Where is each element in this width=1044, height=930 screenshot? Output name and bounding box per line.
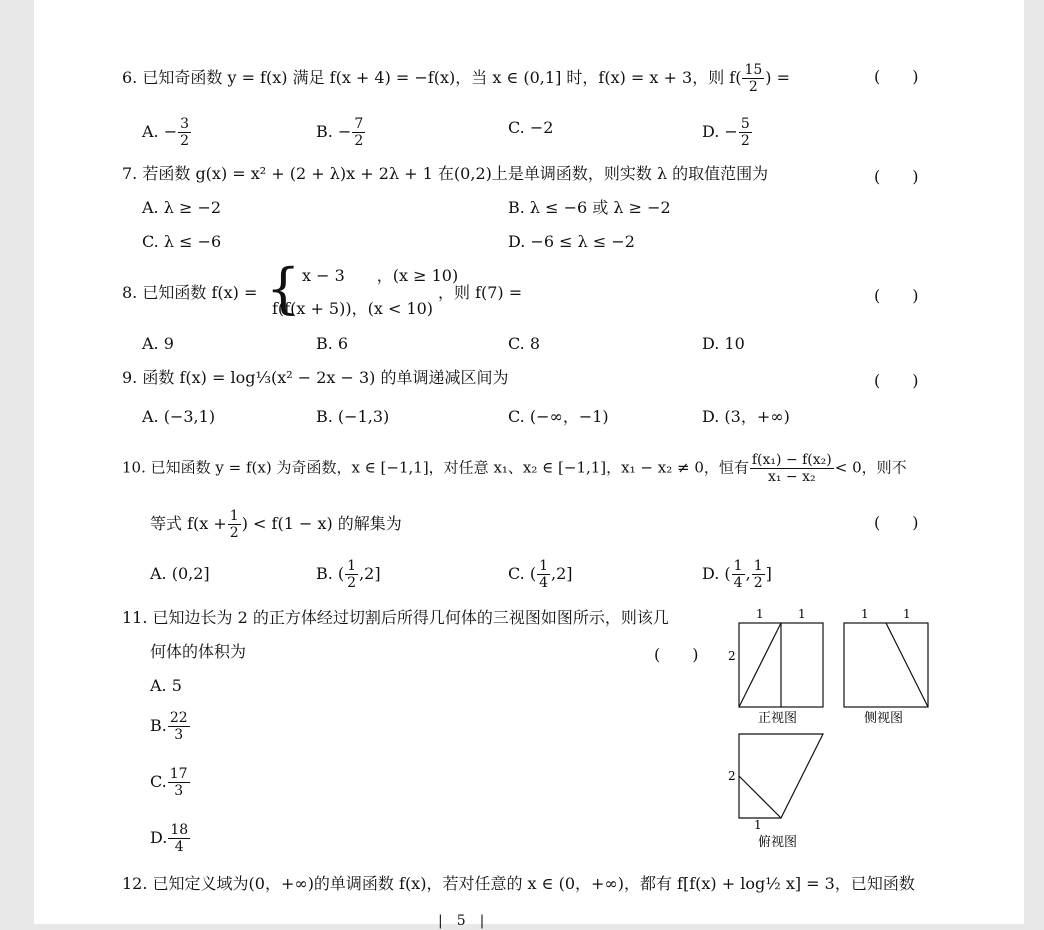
q10-stem-line1: 10. 已知函数 y = f(x) 为奇函数，x ∈ [−1,1]，对任意 x₁、x₂ ∈ [−1,1]，x₁ − x₂ ≠ 0，恒有 $\frac{\text{f(x₁) − f(x₂)}}{\text{x₁ − x₂}}$ < 0，则不 bbox=[122, 452, 907, 485]
q11-option-d: D. $\frac{18}{4}$ bbox=[150, 822, 189, 855]
q7-option-b: B. λ ≤ −6 或 λ ≥ −2 bbox=[508, 198, 671, 217]
q11-option-a: A. 5 bbox=[150, 676, 182, 695]
q7-option-d: D. −6 ≤ λ ≤ −2 bbox=[508, 232, 635, 251]
q8-option-b: B. 6 bbox=[316, 334, 349, 353]
q6-option-c: C. −2 bbox=[508, 118, 554, 137]
front-dim-side: 2 bbox=[728, 649, 736, 663]
top-view-label: 俯视图 bbox=[758, 835, 798, 850]
front-dim-top-left: 1 bbox=[756, 607, 764, 621]
q6-option-a: A. − $\frac{3}{2}$ bbox=[142, 116, 190, 149]
q8-case-2: f(f(x + 5))，(x < 10) bbox=[272, 299, 434, 318]
top-dim-side: 2 bbox=[728, 769, 736, 783]
q8-brace: { bbox=[266, 257, 301, 320]
q9-option-b: B. (−1,3) bbox=[316, 407, 390, 426]
q12-stem: 12. 已知定义域为(0，+∞)的单调函数 f(x)，若对任意的 x ∈ (0，+∞)，都有 f[f(x) + log½ x] = 3，已知函数 bbox=[122, 874, 915, 893]
q11-option-c: C. $\frac{17}{3}$ bbox=[150, 766, 188, 799]
q9-option-c: C. (−∞，−1) bbox=[508, 407, 609, 426]
q7-stem: 7. 若函数 g(x) = x² + (2 + λ)x + 2λ + 1 在(0,2)上是单调函数，则实数 λ 的取值范围为 bbox=[122, 164, 769, 183]
q6-answer-paren: ( ) bbox=[874, 67, 919, 86]
page-number: | 5 | bbox=[438, 913, 485, 929]
q8-option-d: D. 10 bbox=[702, 334, 745, 353]
top-dim-bottom: 1 bbox=[754, 818, 762, 832]
q10-option-d: D. ( $\frac{1}{4}$ , $\frac{1}{2}$ ] bbox=[702, 558, 772, 591]
side-dim-top-right: 1 bbox=[903, 607, 911, 621]
q11-stem-line2: 何体的体积为 bbox=[150, 642, 247, 661]
q9-answer-paren: ( ) bbox=[874, 371, 919, 390]
q8-stem-prefix: 8. 已知函数 f(x) = bbox=[122, 283, 258, 302]
q11-answer-paren: ( ) bbox=[654, 645, 699, 664]
front-view bbox=[728, 607, 823, 726]
q8-stem-suffix: ，则 f(7) = bbox=[438, 283, 523, 302]
q8-answer-paren: ( ) bbox=[874, 286, 919, 305]
front-view-label: 正视图 bbox=[758, 711, 798, 726]
top-view bbox=[728, 734, 823, 850]
q11-stem-line1: 11. 已知边长为 2 的正方体经过切割后所得几何体的三视图如图所示，则该几 bbox=[122, 608, 669, 627]
q6-option-b: B. − $\frac{7}{2}$ bbox=[316, 116, 364, 149]
q9-stem: 9. 函数 f(x) = log⅓(x² − 2x − 3) 的单调递减区间为 bbox=[122, 368, 509, 387]
side-dim-top-left: 1 bbox=[861, 607, 869, 621]
q7-answer-paren: ( ) bbox=[874, 167, 919, 186]
q7-option-c: C. λ ≤ −6 bbox=[142, 232, 222, 251]
q6-option-d: D. − $\frac{5}{2}$ bbox=[702, 116, 750, 149]
side-view bbox=[844, 607, 928, 726]
q10-option-b: B. ( $\frac{1}{2}$ ,2] bbox=[316, 558, 381, 591]
q10-stem-line2: 等式 f(x + $\frac{1}{2}$ ) < f(1 − x) 的解集为 bbox=[150, 508, 402, 541]
three-view-figure bbox=[724, 600, 944, 860]
q8-option-c: C. 8 bbox=[508, 334, 541, 353]
document-page bbox=[34, 0, 1024, 929]
q6-stem: 6. 已知奇函数 y = f(x) 满足 f(x + 4) = −f(x)，当 x ∈ (0,1] 时，f(x) = x + 3，则 f( $\frac{15}{2}$ ) = bbox=[122, 62, 791, 95]
q10-answer-paren: ( ) bbox=[874, 513, 919, 532]
q8-option-a: A. 9 bbox=[142, 334, 174, 353]
q9-option-d: D. (3，+∞) bbox=[702, 407, 790, 426]
front-dim-top-right: 1 bbox=[798, 607, 806, 621]
q11-option-b: B. $\frac{22}{3}$ bbox=[150, 710, 188, 743]
side-view-label: 侧视图 bbox=[864, 711, 904, 726]
q9-option-a: A. (−3,1) bbox=[142, 407, 216, 426]
q8-case-1: x − 3 ，(x ≥ 10) bbox=[302, 266, 459, 285]
q10-option-c: C. ( $\frac{1}{4}$ ,2] bbox=[508, 558, 573, 591]
q7-option-a: A. λ ≥ −2 bbox=[142, 198, 222, 217]
q10-option-a: A. (0,2] bbox=[150, 564, 210, 583]
